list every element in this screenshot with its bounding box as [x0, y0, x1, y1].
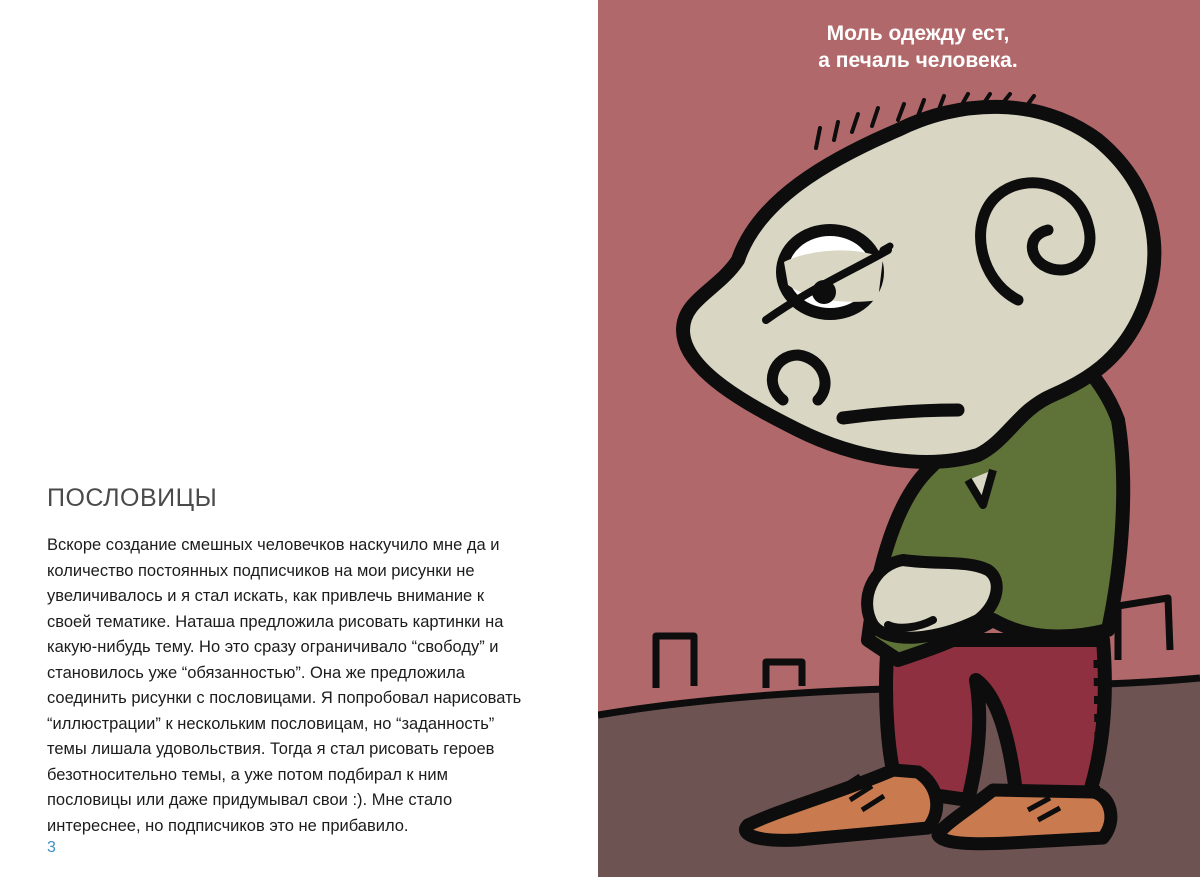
body-line: темы лишала удовольствия. Тогда я стал рисовать героев: [47, 740, 495, 758]
proverb-line: а печаль человека.: [818, 49, 1018, 72]
body-line: количество постоянных подписчиков на мои рисунки не: [47, 561, 475, 580]
body-line: Вскоре создание смешных человечков наскучило мне да и: [47, 536, 500, 554]
body-line: увеличивалось и я стал искать, как привлечь внимание к: [47, 587, 485, 605]
body-line: своей тематике. Наташа предложила рисовать картинки на: [47, 612, 504, 631]
body-line: соединить рисунки с пословицами. Я попробовал нарисовать: [47, 689, 522, 707]
body-line: становилось уже “обязанностью”. Она же предложила: [47, 663, 465, 682]
body-line: интереснее, но подписчиков это не прибавило.: [47, 816, 409, 835]
brow: [883, 246, 890, 250]
right-page: [598, 0, 1200, 877]
page-number: 3: [47, 839, 56, 856]
left-page: [0, 0, 598, 877]
body-line: “иллюстрации” к нескольким пословицам, но “заданность”: [47, 714, 495, 733]
body-line: пословицы или даже придумывал свои :). Мне стало: [47, 791, 453, 809]
body-line: безотносительно темы, а уже потом подбирал к ним: [47, 765, 448, 784]
body-line: какую-нибудь тему. Но это сразу ограничивало “свободу” и: [47, 638, 499, 656]
proverb-caption: [598, 20, 1200, 74]
body-text: [47, 533, 577, 839]
proverb-line: Моль одежду ест,: [826, 22, 1010, 45]
sad-cartoon-man-illustration: [598, 0, 1200, 877]
section-title: ПОСЛОВИЦЫ: [47, 484, 218, 512]
